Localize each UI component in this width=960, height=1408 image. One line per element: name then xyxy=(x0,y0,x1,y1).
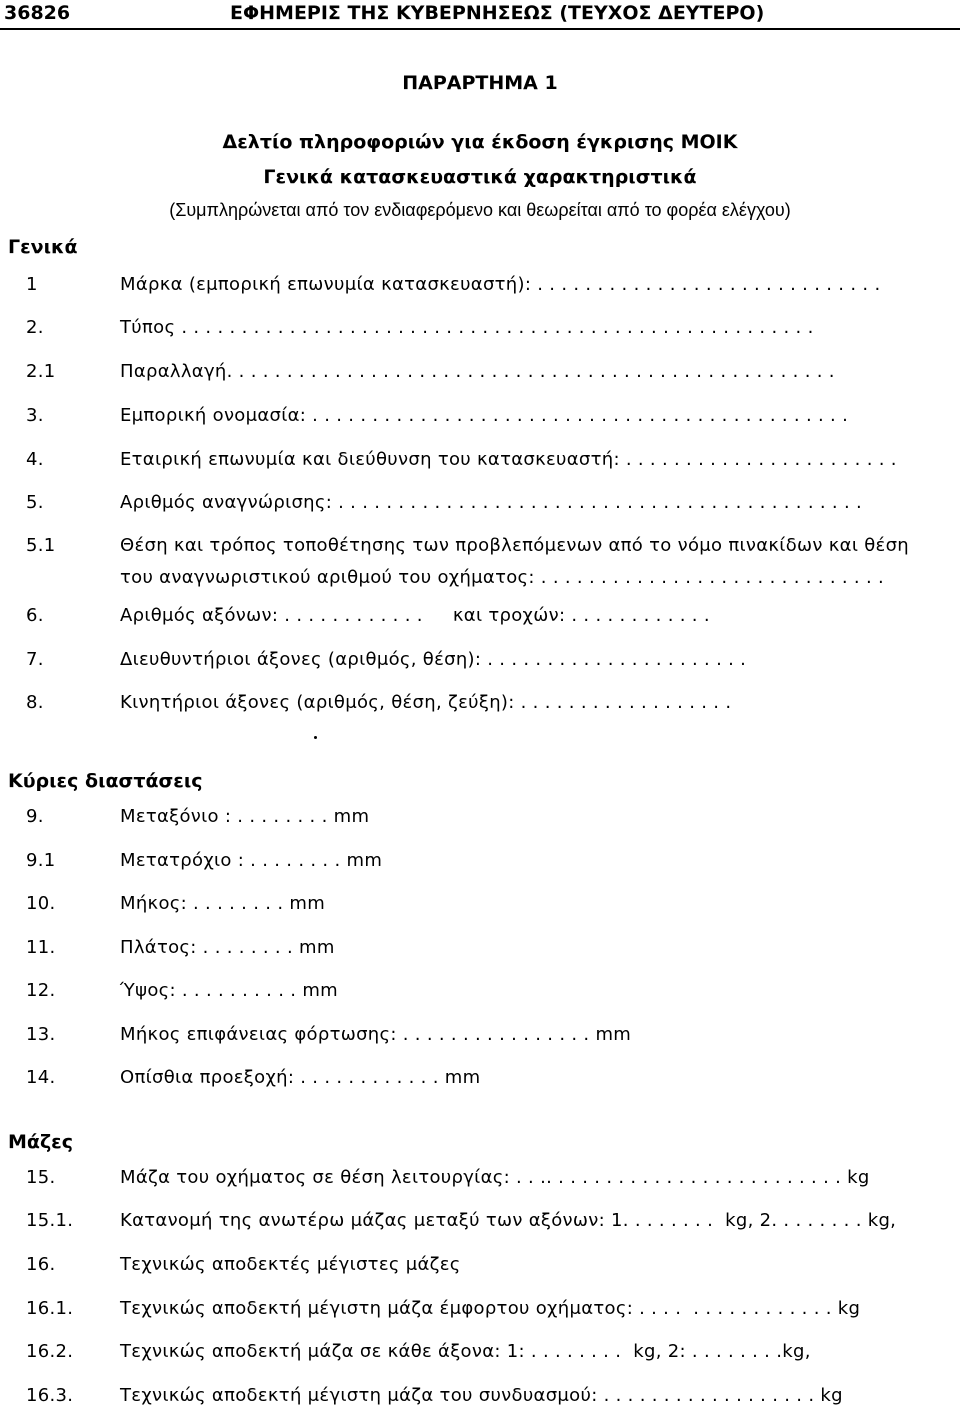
item-number: 12. xyxy=(26,980,56,1001)
item-text: Αριθμός αξόνων: . . . . . . . . . . . . και τροχών: . . . . . . . . . . . . xyxy=(120,605,710,626)
gazette-title: ΕΦΗΜΕΡΙΣ ΤΗΣ ΚΥΒΕΡΝΗΣΕΩΣ (ΤΕΥΧΟΣ ΔΕΥΤΕΡΟ) xyxy=(230,2,765,24)
item-text: Μάρκα (εμπορική επωνυμία κατασκευαστή): . . . . . . . . . . . . . . . . . . . . . . . . . . . . . xyxy=(120,274,881,295)
item-number: 14. xyxy=(26,1067,56,1088)
item-number: 6. xyxy=(26,605,44,626)
item-text: Διευθυντήριοι άξονες (αριθμός, θέση): . . . . . . . . . . . . . . . . . . . . . . xyxy=(120,649,747,670)
item-number: 16. xyxy=(26,1254,56,1275)
section-masses: Μάζες xyxy=(8,1131,74,1153)
item-text: Κατανομή της ανωτέρω μάζας μεταξύ των αξόνων: 1. . . . . . . . kg, 2. . . . . . . . kg, xyxy=(120,1210,897,1231)
item-text: Αριθμός αναγνώρισης: . . . . . . . . . . . . . . . . . . . . . . . . . . . . . . . . . . . . . . . . . . . . xyxy=(120,492,863,513)
item-number: 5. xyxy=(26,492,44,513)
item-text: Τεχνικώς αποδεκτή μάζα σε κάθε άξονα: 1: . . . . . . . . kg, 2: . . . . . . . .kg, xyxy=(120,1341,811,1362)
item-text: Τύπος . . . . . . . . . . . . . . . . . . . . . . . . . . . . . . . . . . . . . . . . . . . . . . . . . . . . . xyxy=(120,317,814,338)
item-number: 1 xyxy=(26,274,38,295)
item-text: Ύψος: . . . . . . . . . . mm xyxy=(120,980,338,1001)
item-text: Μάζα του οχήματος σε θέση λειτουργίας: . . .. . . . . . . . . . . . . . . . . . . . . . . . . kg xyxy=(120,1167,870,1188)
item-text: Τεχνικώς αποδεκτή μέγιστη μάζα έμφορτου οχήματος: . . . . . . . . . . . . . . . . kg xyxy=(120,1298,861,1319)
item-number: 8. xyxy=(26,692,44,713)
item-text: Μετατρόχιο : . . . . . . . . mm xyxy=(120,850,383,871)
item-number: 3. xyxy=(26,405,44,426)
section-general: Γενικά xyxy=(8,236,78,258)
item-number: 15. xyxy=(26,1167,56,1188)
item-text: Οπίσθια προεξοχή: . . . . . . . . . . . . mm xyxy=(120,1067,481,1088)
page-number: 36826 xyxy=(4,2,71,24)
item-number: 9.1 xyxy=(26,850,56,871)
form-title: Δελτίο πληροφοριών για έκδοση έγκρισης ΜΟΙΚ xyxy=(222,131,738,153)
item-number: 2.1 xyxy=(26,361,56,382)
item-text: Κινητήριοι άξονες (αριθμός, θέση, ζεύξη): . . . . . . . . . . . . . . . . . . xyxy=(120,692,732,713)
item-number: 7. xyxy=(26,649,44,670)
item-number: 15.1. xyxy=(26,1210,74,1231)
item-text: Εμπορική ονομασία: . . . . . . . . . . . . . . . . . . . . . . . . . . . . . . . . . . . . . . . . . . . . . xyxy=(120,405,849,426)
item-text: Παραλλαγή. . . . . . . . . . . . . . . . . . . . . . . . . . . . . . . . . . . . . . . . . . . . . . . . . . . xyxy=(120,361,835,382)
item-text: του αναγνωριστικού αριθμού του οχήματος: . . . . . . . . . . . . . . . . . . . . . . . . . . . . . xyxy=(120,567,885,588)
item-number: 9. xyxy=(26,806,44,827)
item-text: Τεχνικώς αποδεκτή μέγιστη μάζα του συνδυασμού: . . . . . . . . . . . . . . . . . . kg xyxy=(120,1385,843,1406)
item-number: 4. xyxy=(26,449,44,470)
item-text: Μήκος επιφάνειας φόρτωσης: . . . . . . . . . . . . . . . . mm xyxy=(120,1024,632,1045)
item-text: Θέση και τρόπος τοποθέτησης των προβλεπόμενων από το νόμο πινακίδων και θέση xyxy=(120,535,910,556)
form-note: (Συμπληρώνεται από τον ενδιαφερόμενο και θεωρείται από το φορέα ελέγχου) xyxy=(169,200,791,220)
item-number: 16.3. xyxy=(26,1385,74,1406)
appendix-title: ΠΑΡΑΡΤΗΜΑ 1 xyxy=(402,72,558,94)
stray-mark xyxy=(314,736,317,739)
item-number: 13. xyxy=(26,1024,56,1045)
item-text: Εταιρική επωνυμία και διεύθυνση του κατασκευαστή: . . . . . . . . . . . . . . . . . . . . . . . xyxy=(120,449,897,470)
item-number: 16.2. xyxy=(26,1341,74,1362)
item-text: Πλάτος: . . . . . . . . mm xyxy=(120,937,335,958)
item-number: 16.1. xyxy=(26,1298,74,1319)
form-subtitle: Γενικά κατασκευαστικά χαρακτηριστικά xyxy=(263,166,697,188)
item-number: 2. xyxy=(26,317,44,338)
section-dimensions: Κύριες διαστάσεις xyxy=(8,770,203,792)
item-text: Μεταξόνιο : . . . . . . . . mm xyxy=(120,806,370,827)
item-number: 5.1 xyxy=(26,535,56,556)
item-text: Μήκος: . . . . . . . . mm xyxy=(120,893,326,914)
item-number: 10. xyxy=(26,893,56,914)
item-text: Τεχνικώς αποδεκτές μέγιστες μάζες xyxy=(120,1254,461,1275)
page-header xyxy=(0,0,960,30)
item-number: 11. xyxy=(26,937,56,958)
